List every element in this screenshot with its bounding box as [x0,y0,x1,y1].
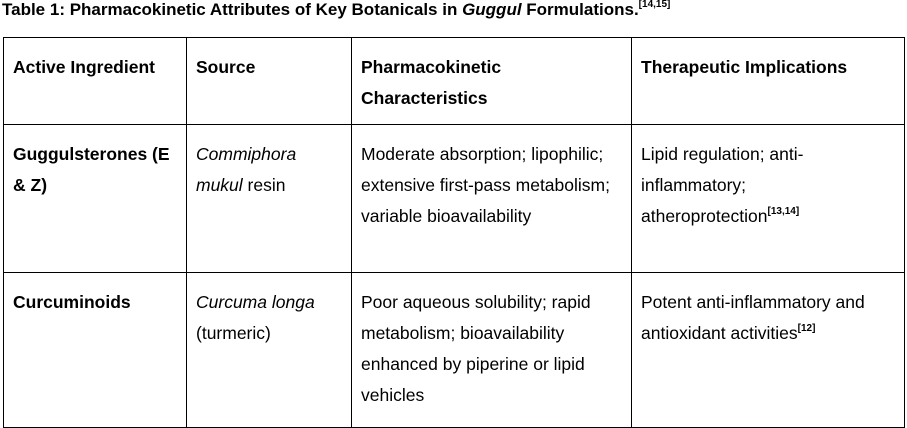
header-pharmacokinetic-characteristics: Pharmacokinetic Characteristics [352,38,632,125]
caption-prefix: Table 1: Pharmacokinetic Attributes of Key Botanicals in [2,0,463,19]
header-row [4,38,905,125]
implications-cell [632,125,905,273]
caption-suffix: Formulations. [521,0,639,19]
header-source: Source [187,38,352,125]
table-row [4,273,905,428]
source-cell [187,273,352,428]
table-row [4,125,905,273]
caption-italic: Guggul [462,0,522,19]
source-detail: (turmeric) [196,323,271,343]
implications-text: Lipid regulation; anti-inflammatory; atheroprotection [641,144,804,226]
implications-text: Potent anti-inflammatory and antioxidant activities [641,292,865,343]
pharmacokinetic-table [3,37,905,428]
source-cell [187,125,352,273]
source-species: Curcuma longa [196,292,315,312]
implications-cell [632,273,905,428]
implications-refs: [13,14] [767,206,800,217]
header-active-ingredient: Active Ingredient [4,38,187,125]
implications-refs: [12] [797,323,816,334]
characteristics-cell: Poor aqueous solubility; rapid metabolism; bioavailability enhanced by piperine or lipid vehicles [352,273,632,428]
ingredient-cell: Curcuminoids [4,273,187,428]
ingredient-cell: Guggulsterones (E & Z) [4,125,187,273]
caption-refs: [14,15] [638,0,671,10]
characteristics-cell: Moderate absorption; lipophilic; extensive first-pass metabolism; variable bioavailability [352,125,632,273]
header-therapeutic-implications: Therapeutic Implications [632,38,905,125]
table-caption [2,0,670,20]
source-detail: resin [242,175,286,195]
source-species: Commiphora mukul [196,144,297,195]
